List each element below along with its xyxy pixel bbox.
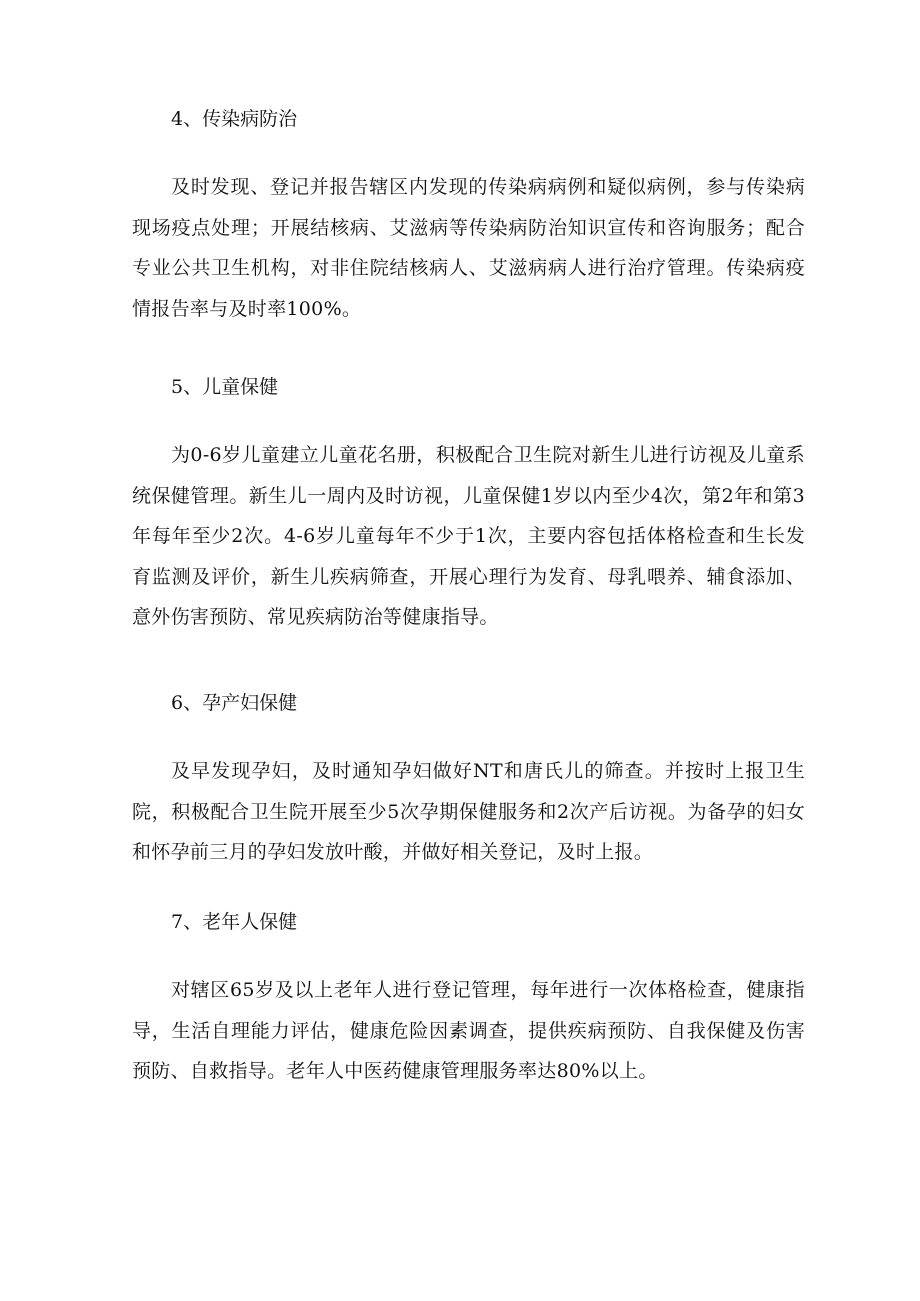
- section-heading-elderly-health: 7、老年人保健: [171, 911, 298, 933]
- section-heading-child-health: 5、儿童保健: [171, 376, 279, 398]
- section-body-infectious-disease: 及时发现、登记并报告辖区内发现的传染病病例和疑似病例，参与传染病现场疫点处理；开展结核病、艾滋病等传染病防治知识宣传和咨询服务；配合专业公共卫生机构，对非住院结核病人、艾滋病病人进行治疗管理。传染病疫情报告率与及时率100%。: [132, 176, 805, 320]
- section-heading-infectious-disease: 4、传染病防治: [171, 108, 298, 130]
- section-body-elderly-health: 对辖区65岁及以上老年人进行登记管理，每年进行一次体格检查，健康指导，生活自理能力评估，健康危险因素调查，提供疾病预防、自我保健及伤害预防、自救指导。老年人中医药健康管理服务率达80%以上。: [132, 979, 805, 1082]
- section-body-child-health: 为0-6岁儿童建立儿童花名册，积极配合卫生院对新生儿进行访视及儿童系统保健管理。新生儿一周内及时访视，儿童保健1岁以内至少4次，第2年和第3年每年至少2次。4-6岁儿童每年不少于1次，主要内容包括体格检查和生长发育监测及评价，新生儿疾病筛查，开展心理行为发育、母乳喂养、辅食添加、意外伤害预防、常见疾病防治等健康指导。: [132, 444, 805, 628]
- section-heading-maternal-health: 6、孕产妇保健: [171, 692, 298, 714]
- section-body-maternal-health: 及早发现孕妇，及时通知孕妇做好NT和唐氏儿的筛查。并按时上报卫生院，积极配合卫生院开展至少5次孕期保健服务和2次产后访视。为备孕的妇女和怀孕前三月的孕妇发放叶酸，并做好相关登记，及时上报。: [132, 760, 805, 863]
